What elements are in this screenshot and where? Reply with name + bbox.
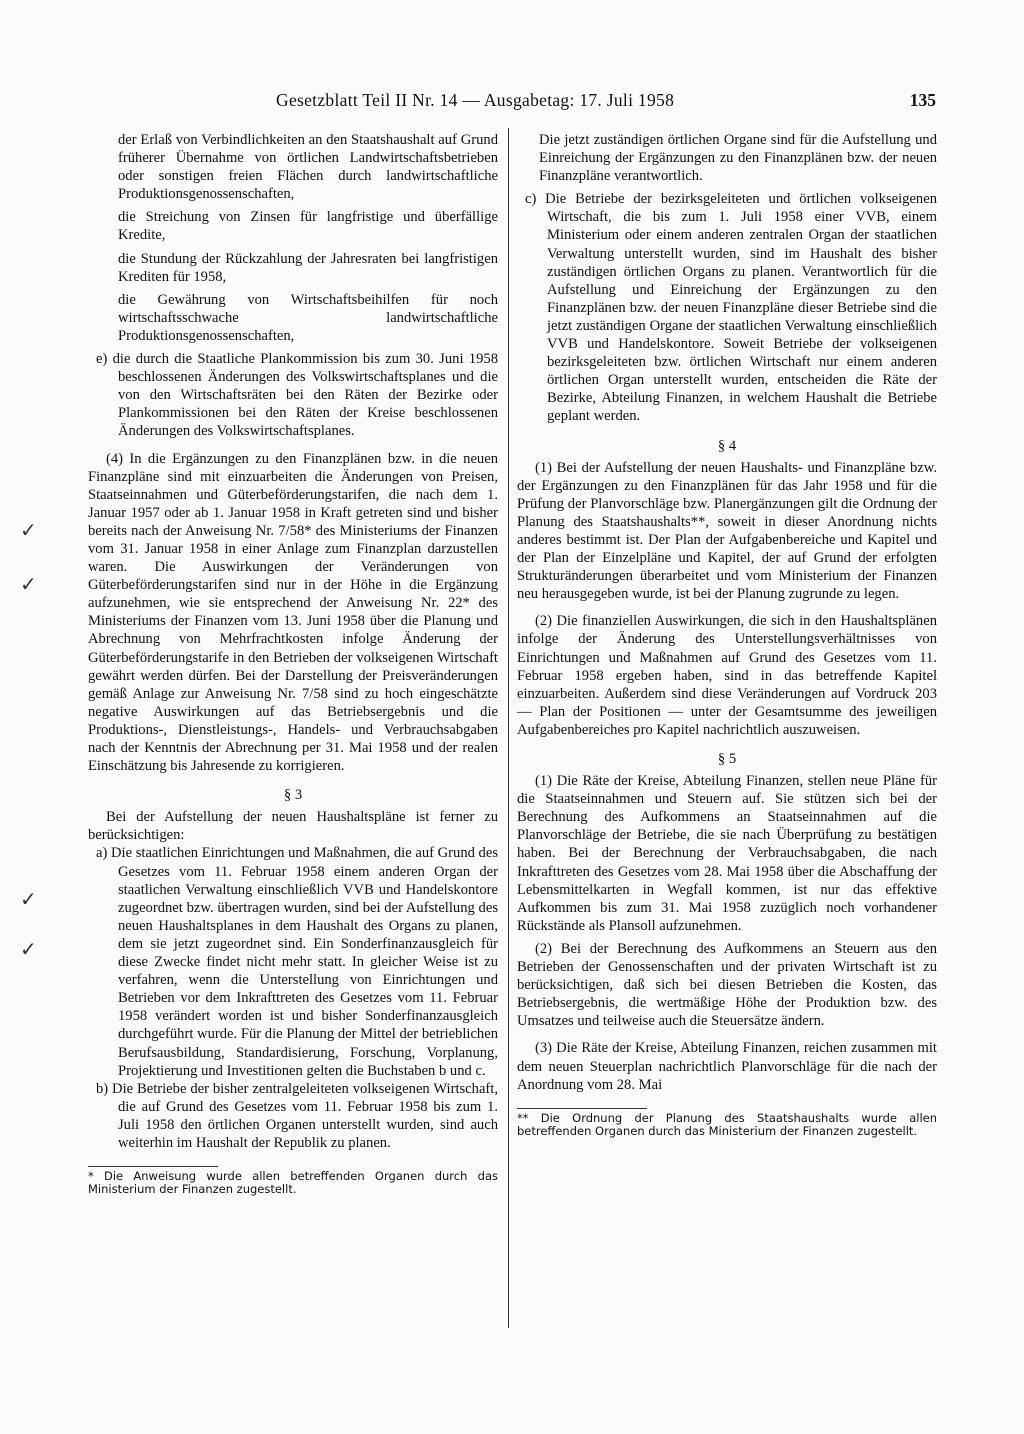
paragraph-5-3: (3) Die Räte der Kreise, Abteilung Finanzen, reichen zusammen mit dem neuen Steuerplan nachrichtlich Planvorschläge für die nach der Anordnung vom 28. Mai [517, 1040, 937, 1093]
margin-mark: ✓ [20, 518, 37, 542]
paragraph-5-1: (1) Die Räte der Kreise, Abteilung Finanzen, stellen neue Pläne für die Staatseinnahmen und Steuern auf. Sie stützen sich bei der Berechnung des Aufkommens an Staatseinnahmen auf die Planvorschläge der Betriebe, die sie nach Überprüfung zu bestätigen haben. Bei der Berechnung der Verbrauchsabgaben, die nach Inkrafttreten des Gesetzes vom 28. Mai 1958 über die Abschaffung der Lebensmittelkarten in Wegfall kommen, ist nur das effektive Aufkommen bis zum 31. Mai 1958 zuzüglich noch vorhandener Rückstände als Plansoll aufzunehmen. [517, 773, 937, 934]
list-item: die Stundung der Rückzahlung der Jahresraten bei langfristigen Krediten für 1958, [118, 250, 498, 285]
margin-mark: ✓ [20, 937, 37, 961]
paragraph-4-2: (2) Die finanziellen Auswirkungen, die sich in den Haushaltsplänen infolge der Änderung des Unterstellungsverhältnisses von Einrichtungen und Maßnahmen auf Grund des Gesetzes vom 11. Februar 1958 ergeben haben, sind in das betreffende Kapitel einzuarbeiten. Außerdem sind diese Veränderungen auf Vordruck 203 — Plan der Positionen — unter der Gesamtsumme des jeweiligen Aufgabenbereiches pro Kapitel nachrichtlich auszuweisen. [517, 613, 937, 738]
list-item-b: b) Die Betriebe der bisher zentralgeleiteten volkseigenen Wirtschaft, die auf Grund des Gesetzes vom 11. Februar 1958 bis zum 1. Juli 1958 den örtlichen Organen unterstellt wurden, sind auch weiterhin im Haushalt der Republik zu planen. [96, 1080, 498, 1151]
list-item-e: e) die durch die Staatliche Plankommission bis zum 30. Juni 1958 beschlossenen Änderungen des Volkswirtschaftsplanes und die von den Wirtschaftsräten bei den Räten der Bezirke oder Plankommissionen bei den Räten der Kreise beschlossenen Änderungen des Volkswirtschaftsplanes. [96, 351, 498, 440]
paragraph-4: (4) In die Ergänzungen zu den Finanzplänen bzw. in die neuen Finanzpläne sind mit einzuarbeiten die Änderungen von Preisen, Staatseinnahmen und Güterbeförderungstarifen, die nach dem 1. Januar 1957 oder ab 1. Januar 1958 in Kraft getreten sind und bisher bereits nach der Anweisung Nr. 7/58* des Ministeriums der Finanzen vom 31. Januar 1958 in einer Anlage zum Finanzplan darzustellen waren. Die Auswirkungen der Veränderungen von Güterbeförderungstarifen sind nur in der Höhe in die Ergänzung aufzunehmen, wie sie entsprechend der Anweisung Nr. 22* des Ministeriums der Finanzen vom 13. Juni 1958 über die Planung und Abrechnung von Mehrfrachtkosten infolge Änderung der Güterbeförderungstarife in den Betrieben der volkseigenen Wirtschaft gewährt werden dürfen. Bei der Darstellung der Preisveränderungen gemäß Anlage zur Anweisung Nr. 7/58 sind zu hoch eingeschätzte negative Auswirkungen auf das Betriebsergebnis und die Produktions-, Dienstleistungs-, Handels- und Verbrauchsabgaben nach der Kenntnis der Abrechnung per 31. Mai 1958 und der realen Einschätzung bis Jahresende zu korrigieren. [88, 450, 498, 775]
list-item: der Erlaß von Verbindlichkeiten an den Staatshaushalt auf Grund früherer Übernahme von örtlichen Landwirtschaftsbetrieben oder sonstigen freien Flächen durch landwirtschaftliche Produktionsgenossenschaften, [118, 132, 498, 203]
margin-mark: ✓ [20, 572, 37, 596]
section-heading-4: § 4 [717, 437, 737, 454]
section-heading-3: § 3 [283, 787, 303, 804]
footnote: * Die Anweisung wurde allen betreffenden Organen durch das Ministerium der Finanzen zugestellt. [88, 1169, 498, 1197]
section-3-intro: Bei der Aufstellung der neuen Haushaltspläne ist ferner zu berücksichtigen: [88, 809, 498, 844]
margin-mark: ✓ [20, 887, 37, 911]
footnote: ** Die Ordnung der Planung des Staatshaushalts wurde allen betreffenden Organen durch das Ministerium der Finanzen zugestellt. [517, 1110, 937, 1138]
page-number: 135 [909, 90, 936, 110]
header-title: Gesetzblatt Teil II Nr. 14 — Ausgabetag: 17. Juli 1958 [276, 90, 675, 110]
item-b-continuation: Die jetzt zuständigen örtlichen Organe sind für die Aufstellung und Einreichung der Ergänzungen zu den Finanzplänen bzw. der neuen Finanzpläne verantwortlich. [539, 132, 937, 185]
right-column [517, 131, 937, 1138]
list-item-c: c) Die Betriebe der bezirksgeleiteten und örtlichen volkseigenen Wirtschaft, die bis zum 1. Juli 1958 einer VVB, einem Ministerium oder einem anderen zentralen Organ der staatlichen Verwaltung unterstellt wurden, sind im Haushalt des bisher zuständigen örtlichen Organs zu planen. Verantwortlich für die Aufstellung und Einreichung der Ergänzungen zu den Finanzplänen bzw. der neuen Finanzpläne dieser Betriebe sind die jetzt zuständigen Organe der staatlichen Verwaltung einschließlich VVB und Handelskontore. Soweit Betriebe der volkseigenen bezirksgeleiteten bzw. örtlichen Wirtschaft nur einem anderen örtlichen Organ unterstellt wurden, entscheiden die Räte der Bezirke, Abteilung Finanzen, in welchem Haushalt die Betriebe geplant werden. [525, 191, 937, 425]
left-column [88, 131, 498, 1196]
column-divider [508, 128, 509, 1328]
paragraph-5-2: (2) Bei der Berechnung des Aufkommens an Steuern aus den Betrieben der Genossenschaften und der privaten Wirtschaft ist zu berücksichtigen, daß sich bei diesen Betrieben die Kosten, das Betriebsergebnis, die wertmäßige Höhe der Produktion bzw. des Umsatzes und teilweise auch die Steuersätze ändern. [517, 940, 937, 1030]
list-item: die Streichung von Zinsen für langfristige und überfällige Kredite, [118, 209, 498, 244]
paragraph-4-1: (1) Bei der Aufstellung der neuen Haushalts- und Finanzpläne bzw. der Ergänzungen zu den Finanzplänen für das Jahr 1958 und für die Prüfung der Planvorschläge bzw. Planergänzungen gilt die Ordnung der Planung des Staatshaushalts**, soweit in dieser Anordnung nichts anderes bestimmt ist. Der Plan der Aufgabenbereiche und Kapitel und der Plan der Einzelpläne und Kapitel, der auf Grund der erfolgten Strukturänderungen überarbeitet und vom Ministerium der Finanzen neu herausgegeben wurde, ist bei der Planung zugrunde zu legen. [517, 459, 937, 603]
list-item-a: a) Die staatlichen Einrichtungen und Maßnahmen, die auf Grund des Gesetzes vom 11. Februar 1958 einem anderen Organ der staatlichen Verwaltung einschließlich VVB und Handelskontore zugeordnet bzw. übertragen wurden, sind bei der Aufstellung des neuen Haushaltsplanes in dem Haushalt des Organs zu planen, dem sie jetzt zugeordnet sind. Ein Sonderfinanzausgleich für diese Zwecke findet nicht mehr statt. In gleicher Weise ist zu verfahren, wenn die Unterstellung von Einrichtungen und Betrieben vor dem Inkrafttreten des Gesetzes vom 11. Februar 1958 verändert worden ist und bisher Sonderfinanzausgleich durchgeführt wurde. Für die Planung der Mittel der betrieblichen Berufsausbildung, Standardisierung, Forschung, Vorplanung, Projektierung und Investitionen gelten die Buchstaben b und c. [96, 845, 499, 1079]
list-item: die Gewährung von Wirtschaftsbeihilfen für noch wirtschaftsschwache landwirtschaftliche Produktionsgenossenschaften, [118, 291, 498, 344]
footnote-rule [517, 1108, 647, 1109]
running-header [276, 90, 936, 112]
section-heading-5: § 5 [717, 751, 737, 767]
footnote-rule [88, 1166, 218, 1167]
